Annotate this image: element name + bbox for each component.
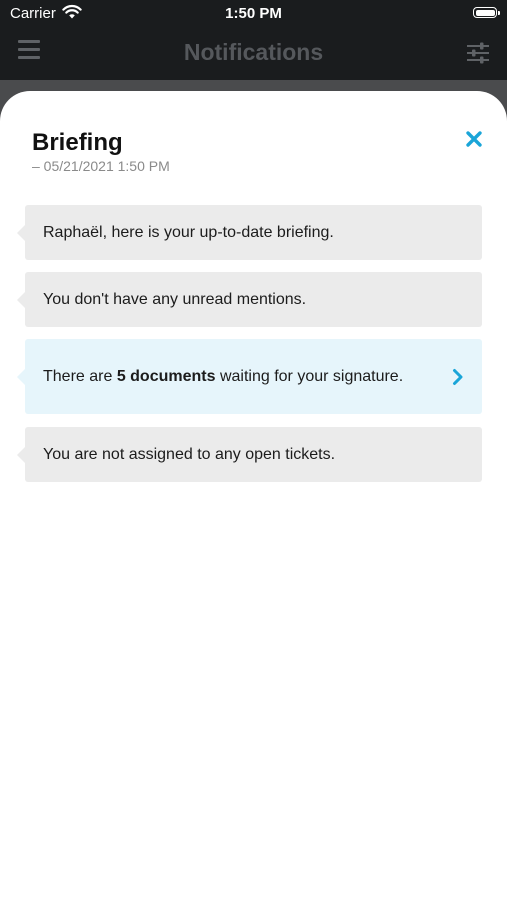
navigation-bar [0, 28, 507, 80]
briefing-message-tickets [25, 427, 482, 482]
briefing-message-documents[interactable] [25, 339, 482, 414]
message-text [43, 366, 434, 387]
message-text-suffix: waiting for your signature. [215, 368, 404, 385]
briefing-message-greeting [25, 205, 482, 260]
top-bar [0, 0, 507, 80]
message-text: You are not assigned to any open tickets. [43, 446, 336, 463]
carrier-label: Carrier [10, 5, 56, 22]
briefing-date: – 05/21/2021 1:50 PM [32, 158, 170, 174]
message-text: Raphaël, here is your up-to-date briefing. [43, 224, 334, 241]
close-icon[interactable] [464, 129, 484, 149]
battery-icon [473, 7, 497, 18]
status-bar [0, 0, 507, 28]
page-title: Notifications [183, 39, 324, 65]
chevron-right-icon [452, 368, 464, 386]
message-text-prefix: There are [43, 368, 117, 385]
documents-count: 5 documents [116, 368, 216, 385]
briefing-message-mentions [25, 272, 482, 327]
briefing-title: Briefing [32, 129, 123, 156]
message-text: You don't have any unread mentions. [43, 291, 307, 308]
filter-sliders-icon[interactable] [466, 42, 490, 64]
clock-label: 1:50 PM [225, 5, 282, 22]
briefing-sheet [0, 91, 507, 900]
